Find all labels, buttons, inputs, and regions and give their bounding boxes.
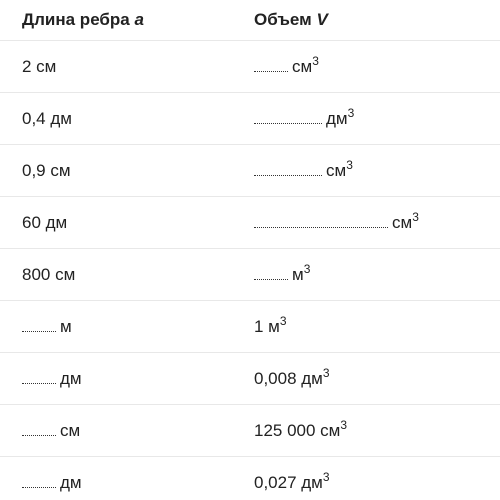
volume-value: 0,027 дм bbox=[254, 472, 323, 492]
table-row bbox=[0, 457, 500, 500]
volume-cell bbox=[232, 301, 500, 353]
edge-answer-blank[interactable] bbox=[22, 473, 56, 488]
edge-cell bbox=[0, 197, 232, 249]
edge-answer-blank[interactable] bbox=[22, 421, 56, 436]
volume-unit: дм bbox=[326, 108, 348, 128]
cubic-exponent: 3 bbox=[303, 261, 311, 276]
edge-unit: см bbox=[60, 420, 81, 440]
edge-answer-blank[interactable] bbox=[22, 317, 56, 332]
edge-value: 800 см bbox=[22, 264, 76, 284]
volume-cell bbox=[232, 353, 500, 405]
volume-unit: см bbox=[326, 160, 347, 180]
edge-cell bbox=[0, 353, 232, 405]
header-volume-variable: V bbox=[316, 10, 328, 29]
cubic-exponent: 3 bbox=[312, 53, 319, 68]
volume-cell bbox=[232, 93, 500, 145]
table-row bbox=[0, 249, 500, 301]
edge-cell bbox=[0, 249, 232, 301]
header-edge-label: Длина ребра bbox=[22, 10, 130, 29]
header-volume-label: Объем bbox=[254, 10, 312, 29]
table-header-row bbox=[0, 0, 500, 41]
edge-cell bbox=[0, 41, 232, 93]
cubic-exponent: 3 bbox=[279, 313, 287, 328]
header-edge-length bbox=[0, 0, 232, 41]
edge-cell bbox=[0, 405, 232, 457]
volume-cell bbox=[232, 249, 500, 301]
volume-answer-blank[interactable] bbox=[254, 265, 288, 280]
volume-answer-blank[interactable] bbox=[254, 57, 288, 72]
edge-cell bbox=[0, 457, 232, 500]
cubic-exponent: 3 bbox=[340, 417, 348, 432]
volume-value: 0,008 дм bbox=[254, 368, 323, 388]
table-row bbox=[0, 353, 500, 405]
cubic-exponent: 3 bbox=[412, 209, 419, 224]
volume-cell bbox=[232, 41, 500, 93]
volume-cell bbox=[232, 145, 500, 197]
cubic-exponent: 3 bbox=[347, 105, 355, 120]
cubic-exponent: 3 bbox=[346, 157, 353, 172]
table-row bbox=[0, 197, 500, 249]
volume-answer-blank[interactable] bbox=[254, 213, 388, 228]
header-volume bbox=[232, 0, 500, 41]
edge-unit: дм bbox=[60, 368, 82, 388]
edge-value: 2 см bbox=[22, 56, 57, 76]
volume-value: 1 м bbox=[254, 316, 280, 336]
cubic-exponent: 3 bbox=[322, 469, 330, 484]
volume-answer-blank[interactable] bbox=[254, 161, 322, 176]
edge-cell bbox=[0, 93, 232, 145]
edge-value: 0,9 см bbox=[22, 160, 71, 180]
edge-cell bbox=[0, 301, 232, 353]
edge-answer-blank[interactable] bbox=[22, 369, 56, 384]
table-row bbox=[0, 93, 500, 145]
header-edge-variable: a bbox=[134, 10, 144, 29]
volume-cell bbox=[232, 197, 500, 249]
table-row bbox=[0, 405, 500, 457]
cubic-exponent: 3 bbox=[322, 365, 330, 380]
volume-cell bbox=[232, 405, 500, 457]
volume-answer-blank[interactable] bbox=[254, 109, 322, 124]
edge-value: 60 дм bbox=[22, 212, 68, 232]
volume-value: 125 000 см bbox=[254, 420, 341, 440]
volume-unit: м bbox=[292, 264, 304, 284]
volume-cell bbox=[232, 457, 500, 500]
edge-value: 0,4 дм bbox=[22, 108, 72, 128]
table-row bbox=[0, 145, 500, 197]
edge-cell bbox=[0, 145, 232, 197]
edge-unit: м bbox=[60, 316, 72, 336]
edge-unit: дм bbox=[60, 472, 82, 492]
table-row bbox=[0, 41, 500, 93]
table-row bbox=[0, 301, 500, 353]
volume-unit: см bbox=[392, 212, 413, 232]
volume-unit: см bbox=[292, 56, 313, 76]
